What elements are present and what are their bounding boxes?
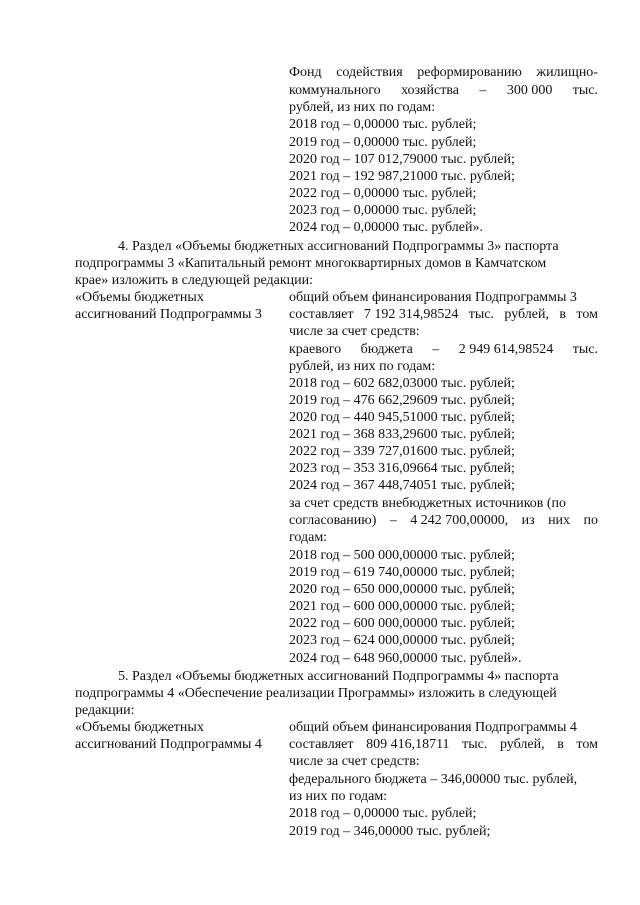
- section4-extra-line-2: [289, 512, 598, 529]
- section4-extra-year: 2019 год – 619 740,00000 тыс. рублей;: [289, 565, 515, 580]
- section4-extra-line-3: годам:: [289, 530, 328, 545]
- section4-regional-year: 2021 год – 368 833,29600 тыс. рублей;: [289, 427, 515, 442]
- text: содействия: [336, 65, 403, 80]
- section5-paragraph-line-3: редакции:: [75, 703, 135, 718]
- section4-regional-line-1: [289, 341, 598, 358]
- section4-regional-year: 2019 год – 476 662,29609 тыс. рублей;: [289, 393, 515, 408]
- section4-regional-year: 2018 год – 602 682,03000 тыс. рублей;: [289, 376, 515, 391]
- section5-left-label-2: ассигнований Подпрограммы 4: [75, 737, 262, 752]
- block1-year-line: 2018 год – 0,00000 тыс. рублей;: [289, 117, 477, 132]
- section5-paragraph-line-2: подпрограммы 4 «Обеспечение реализации Программы» изложить в следующей: [75, 686, 557, 701]
- text: них: [548, 513, 571, 528]
- text: бюджета: [360, 342, 413, 357]
- section4-paragraph-line-2: подпрограммы 3 «Капитальный ремонт многоквартирных домов в Камчатском: [75, 256, 547, 271]
- text: в: [559, 307, 567, 322]
- text: составляет: [289, 737, 354, 752]
- text: 2 949 614,98524: [458, 342, 554, 357]
- block1-year-line: 2020 год – 107 012,79000 тыс. рублей;: [289, 152, 515, 167]
- text: согласованию): [289, 513, 377, 528]
- text: в: [557, 737, 564, 752]
- text: тыс.: [572, 342, 598, 357]
- block1-year-line: 2021 год – 192 987,21000 тыс. рублей;: [289, 169, 515, 184]
- section5-federal-year: 2018 год – 0,00000 тыс. рублей;: [289, 806, 477, 821]
- text: по: [583, 513, 598, 528]
- text: хозяйства: [401, 83, 459, 98]
- section4-left-label-1: «Объемы бюджетных: [75, 290, 204, 305]
- section4-extra-year: 2023 год – 624 000,00000 тыс. рублей;: [289, 633, 515, 648]
- text: составляет: [289, 307, 354, 322]
- text: рублей,: [499, 737, 545, 752]
- text: 7 192 314,98524: [363, 307, 459, 322]
- section5-federal-year: 2019 год – 346,00000 тыс. рублей;: [289, 824, 491, 839]
- section5-total-line-3: числе за счет средств:: [289, 754, 420, 769]
- block1-year-line: 2022 год – 0,00000 тыс. рублей;: [289, 186, 477, 201]
- block1-year-line: 2019 год – 0,00000 тыс. рублей;: [289, 135, 477, 150]
- section4-total-line-2: [289, 306, 598, 323]
- text: тыс.: [572, 83, 598, 98]
- section4-extra-line-1: за счет средств внебюджетных источников (по: [289, 496, 567, 511]
- text: –: [389, 513, 397, 528]
- text: тыс.: [462, 737, 488, 752]
- section4-regional-year: 2024 год – 367 448,74051 тыс. рублей;: [289, 478, 515, 493]
- text: краевого: [289, 342, 342, 357]
- text: 809 416,18711: [366, 737, 450, 752]
- text: том: [576, 737, 598, 752]
- text: –: [432, 342, 440, 357]
- section4-regional-year: 2022 год – 339 727,01600 тыс. рублей;: [289, 444, 515, 459]
- section4-extra-year: 2022 год – 600 000,00000 тыс. рублей;: [289, 616, 515, 631]
- section5-paragraph-line-1: 5. Раздел «Объемы бюджетных ассигнований Подпрограммы 4» паспорта: [118, 669, 559, 684]
- section4-paragraph-line-1: 4. Раздел «Объемы бюджетных ассигнований Подпрограммы 3» паспорта: [118, 239, 559, 254]
- section4-total-line-3: числе за счет средств:: [289, 324, 420, 339]
- section5-federal-line-2: из них по годам:: [289, 789, 388, 804]
- block1-year-line: 2024 год – 0,00000 тыс. рублей».: [289, 220, 483, 235]
- block1-intro-line-3: рублей, из них по годам:: [289, 100, 436, 115]
- text: тыс.: [468, 307, 494, 322]
- section5-total-line-2: [289, 736, 598, 753]
- text: из: [521, 513, 535, 528]
- text: жилищно-: [536, 65, 598, 80]
- section4-regional-line-2: рублей, из них по годам:: [289, 359, 436, 374]
- section5-left-label-1: «Объемы бюджетных: [75, 720, 204, 735]
- section4-extra-year: 2018 год – 500 000,00000 тыс. рублей;: [289, 548, 515, 563]
- section4-left-label-2: ассигнований Подпрограммы 3: [75, 307, 262, 322]
- section4-paragraph-line-3: крае» изложить в следующей редакции:: [75, 273, 313, 288]
- text: том: [576, 307, 598, 322]
- text: Фонд: [289, 65, 322, 80]
- text: –: [479, 83, 487, 98]
- text: реформированию: [417, 65, 522, 80]
- section4-extra-year: 2024 год – 648 960,00000 тыс. рублей».: [289, 651, 522, 666]
- section4-regional-year: 2023 год – 353 316,09664 тыс. рублей;: [289, 461, 515, 476]
- text: рублей,: [504, 307, 549, 322]
- section4-extra-year: 2020 год – 650 000,00000 тыс. рублей;: [289, 582, 515, 597]
- block1-intro-line-1: [289, 64, 598, 81]
- text: 300 000: [506, 83, 553, 98]
- section4-regional-year: 2020 год – 440 945,51000 тыс. рублей;: [289, 410, 515, 425]
- text: коммунального: [289, 83, 381, 98]
- section4-total-line-1: общий объем финансирования Подпрограммы 3: [289, 290, 577, 305]
- block1-year-line: 2023 год – 0,00000 тыс. рублей;: [289, 203, 477, 218]
- section5-total-line-1: общий объем финансирования Подпрограммы 4: [289, 720, 577, 735]
- section5-federal-line-1: федерального бюджета – 346,00000 тыс. рублей,: [289, 772, 578, 787]
- block1-intro-line-2: [289, 82, 598, 99]
- section4-extra-year: 2021 год – 600 000,00000 тыс. рублей;: [289, 599, 515, 614]
- text: 4 242 700,00000,: [410, 513, 509, 528]
